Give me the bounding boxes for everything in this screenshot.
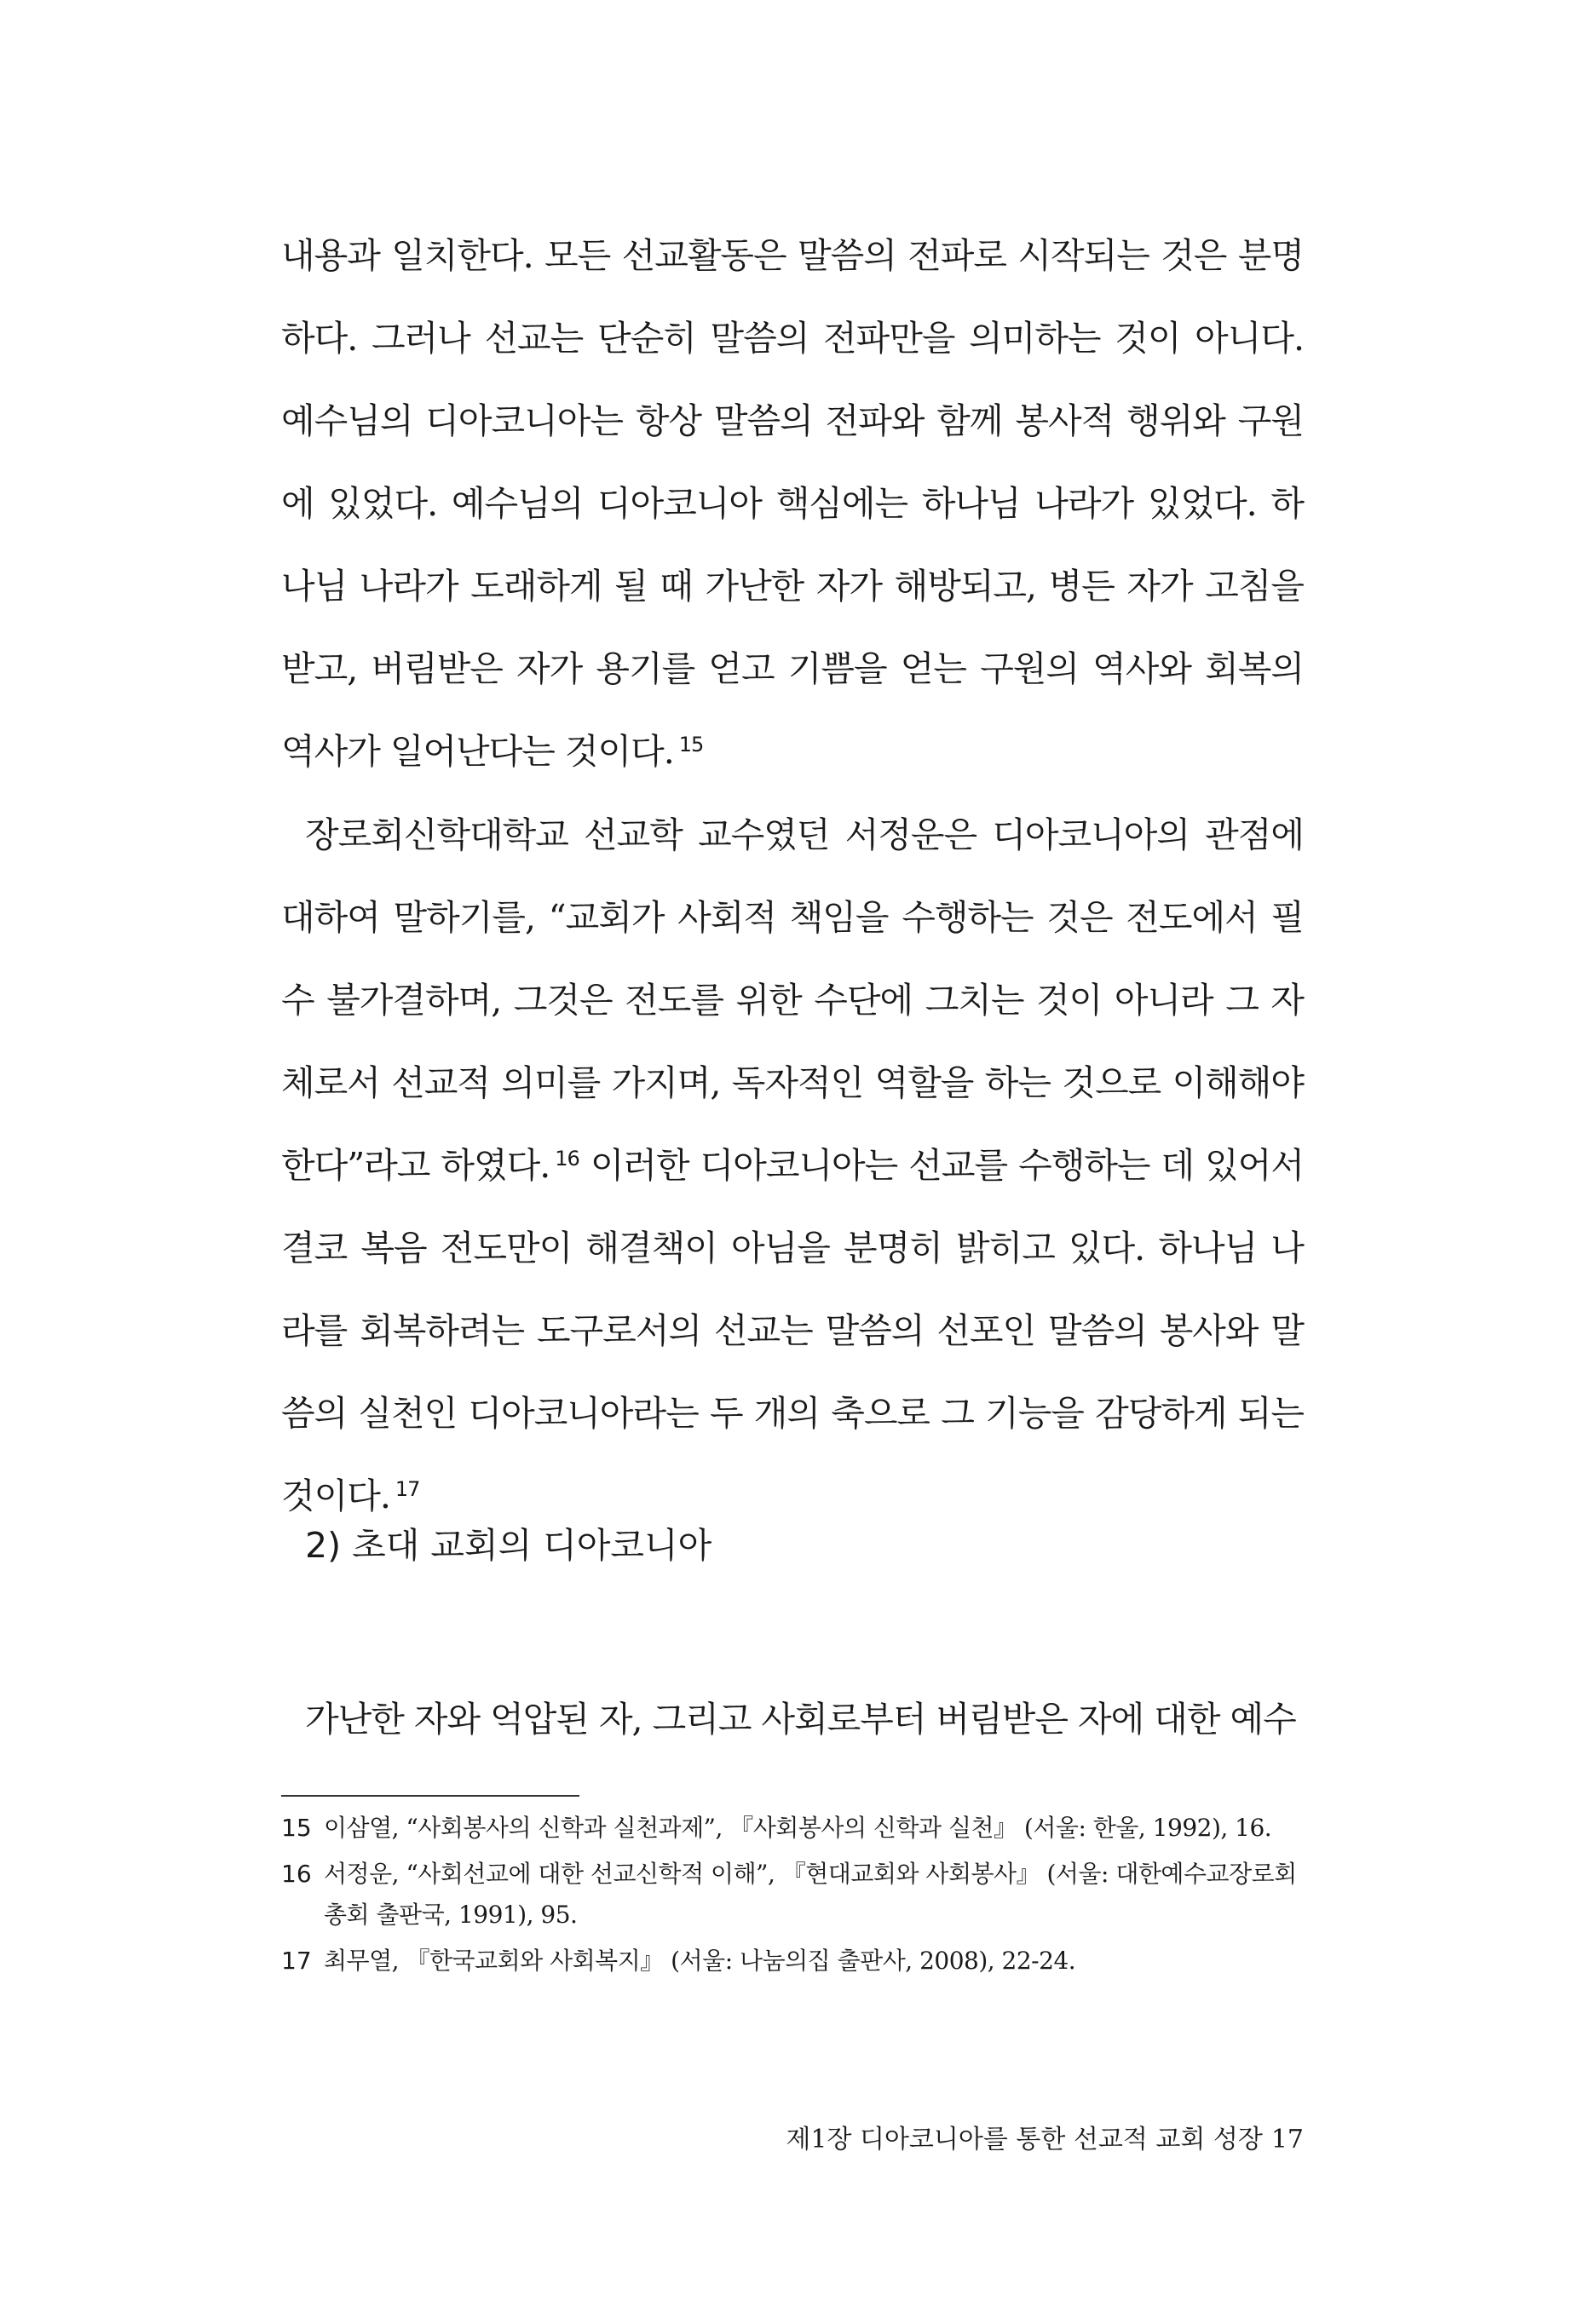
page-number: 17: [1270, 2125, 1304, 2154]
footnote-number: 15: [281, 1814, 312, 1842]
footnote-number: 16: [281, 1860, 312, 1888]
footnote-number: 17: [281, 1947, 312, 1975]
body-paragraph: [281, 794, 1304, 1538]
paragraph-text: 장로회신학대학교 선교학 교수였던 서정운은 디아코니아의 관점에 대하여 말하기를, “교회가 사회적 책임을 수행하는 것은 전도에서 필수 불가결하며, 그것은 전도를 위한 수단에 그치는 것이 아니라 그 자체로서 선교적 의미를 가지며, 독자적인 역할을 하는 것으로 이해해야 한다”라고 하였다.: [281, 814, 1304, 1186]
footnote-divider: [281, 1795, 579, 1797]
paragraph-text: 가난한 자와 억압된 자, 그리고 사회로부터 버림받은 자에 대한 예수: [305, 1699, 1296, 1740]
footnote-item: [281, 1808, 1304, 1849]
footnote-reference[interactable]: 17: [395, 1477, 420, 1501]
paragraph-text: 이러한 디아코니아는 선교를 수행하는 데 있어서 결코 복음 전도만이 해결책이 아님을 분명히 밝히고 있다. 하나님 나라를 회복하려는 도구로서의 선교는 말씀의 선포인 말씀의 봉사와 말씀의 실천인 디아코니아라는 두 개의 축으로 그 기능을 감당하게 되는 것이다.: [281, 1145, 1304, 1516]
footnote-text: 서정운, “사회선교에 대한 선교신학적 이해”, 『현대교회와 사회봉사』 (서울: 대한예수교장로회 총회 출판국, 1991), 95.: [324, 1860, 1297, 1929]
footnote-text: 최무열, 『한국교회와 사회복지』 (서울: 나눔의집 출판사, 2008), 22-24.: [324, 1947, 1076, 1975]
footnote-text: 이삼열, “사회봉사의 신학과 실천과제”, 『사회봉사의 신학과 실천』 (서울: 한울, 1992), 16.: [324, 1814, 1272, 1842]
footnotes-section: [281, 1808, 1304, 1987]
footnote-reference[interactable]: 16: [555, 1147, 579, 1171]
footnote-reference[interactable]: 15: [678, 733, 704, 756]
footnote-item: [281, 1941, 1304, 1982]
footnote-item: [281, 1854, 1304, 1936]
running-footer: [786, 2118, 1304, 2155]
paragraph-text: 내용과 일치한다. 모든 선교활동은 말씀의 전파로 시작되는 것은 분명하다. 그러나 선교는 단순히 말씀의 전파만을 의미하는 것이 아니다. 예수님의 디아코니아는 항상 말씀의 전파와 함께 봉사적 행위와 구원에 있었다. 예수님의 디아코니아 핵심에는 하나님 나라가 있었다. 하나님 나라가 도래하게 될 때 가난한 자가 해방되고, 병든 자가 고침을 받고, 버림받은 자가 용기를 얻고 기쁨을 얻는 구원의 역사와 회복의 역사가 일어난다는 것이다.: [281, 235, 1304, 772]
section-heading: 2) 초대 교회의 디아코니아: [305, 1525, 712, 1566]
body-paragraph: [281, 1678, 1304, 1761]
book-page: [281, 0, 1304, 2324]
body-paragraph: [281, 215, 1304, 793]
chapter-title: 제1장 디아코니아를 통한 선교적 교회 성장: [786, 2125, 1263, 2154]
